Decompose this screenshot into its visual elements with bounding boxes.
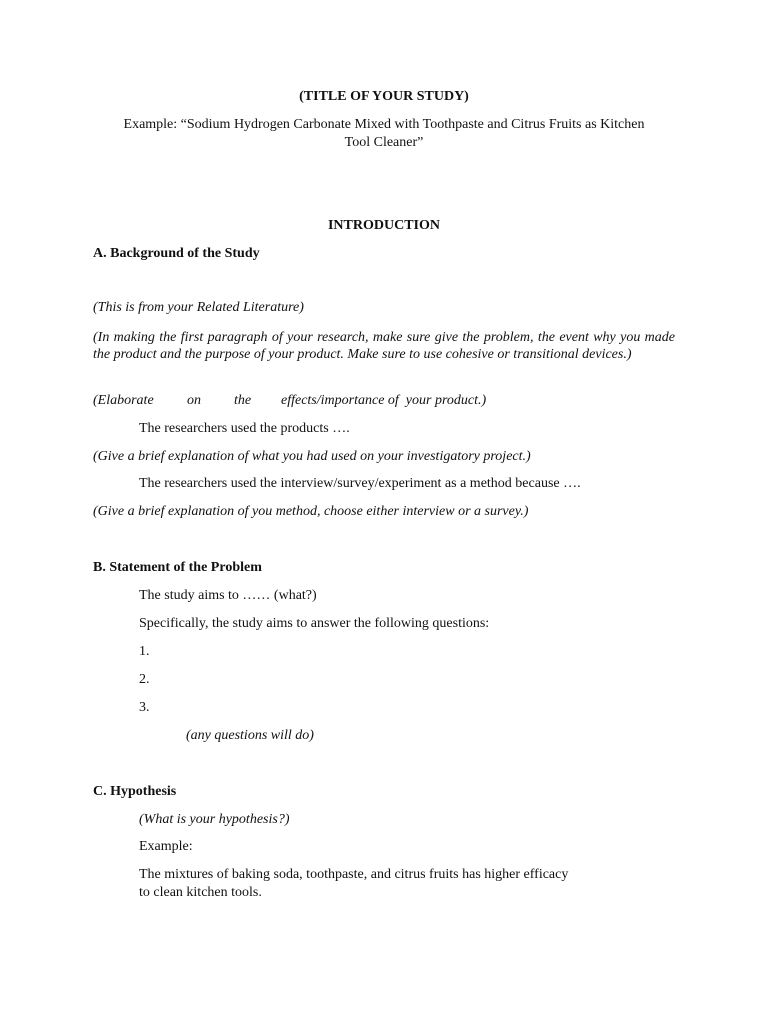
note-products: (Give a brief explanation of what you had used on your investigatory project.): [93, 449, 531, 464]
example-title-line-1: Example: “Sodium Hydrogen Carbonate Mixed with Toothpaste and Citrus Fruits as Kitchen: [123, 117, 645, 132]
hypothesis-note: (What is your hypothesis?): [139, 812, 290, 827]
elaborate-word-4: effects/importance of your product.): [281, 393, 487, 408]
problem-heading: B. Statement of the Problem: [93, 560, 262, 575]
products-line: The researchers used the products ….: [139, 421, 350, 436]
method-line: The researchers used the interview/survey/experiment as a method because ….: [139, 476, 581, 491]
question-item: 2.: [139, 672, 150, 687]
note-first-paragraph: (In making the first paragraph of your research, make sure give the problem, the event why you made the product and the purpose of your product. Make sure to use cohesive or transitional devices.): [93, 330, 675, 362]
question-item: 3.: [139, 700, 150, 715]
introduction-heading: INTRODUCTION: [327, 218, 440, 233]
elaborate-word-3: the: [234, 393, 252, 408]
hypothesis-heading: C. Hypothesis: [93, 784, 177, 799]
elaborate-word-1: (Elaborate: [93, 393, 154, 408]
hypothesis-example-line-1: The mixtures of baking soda, toothpaste, and citrus fruits has higher efficacy: [139, 867, 569, 882]
note-related-literature: (This is from your Related Literature): [93, 300, 304, 315]
study-title: (TITLE OF YOUR STUDY): [299, 89, 469, 104]
elaborate-line: [93, 392, 486, 409]
note-method: (Give a brief explanation of you method, choose either interview or a survey.): [93, 504, 529, 519]
note-questions: (any questions will do): [186, 728, 314, 743]
hypothesis-example-line-2: to clean kitchen tools.: [139, 885, 262, 900]
hypothesis-example-label: Example:: [139, 839, 193, 854]
specifically-line: Specifically, the study aims to answer the following questions:: [139, 616, 490, 631]
example-title-line-2: Tool Cleaner”: [344, 135, 424, 150]
background-heading: A. Background of the Study: [93, 246, 260, 261]
aims-line: The study aims to …… (what?): [139, 588, 317, 603]
question-item: 1.: [139, 644, 150, 659]
elaborate-word-2: on: [187, 393, 201, 408]
